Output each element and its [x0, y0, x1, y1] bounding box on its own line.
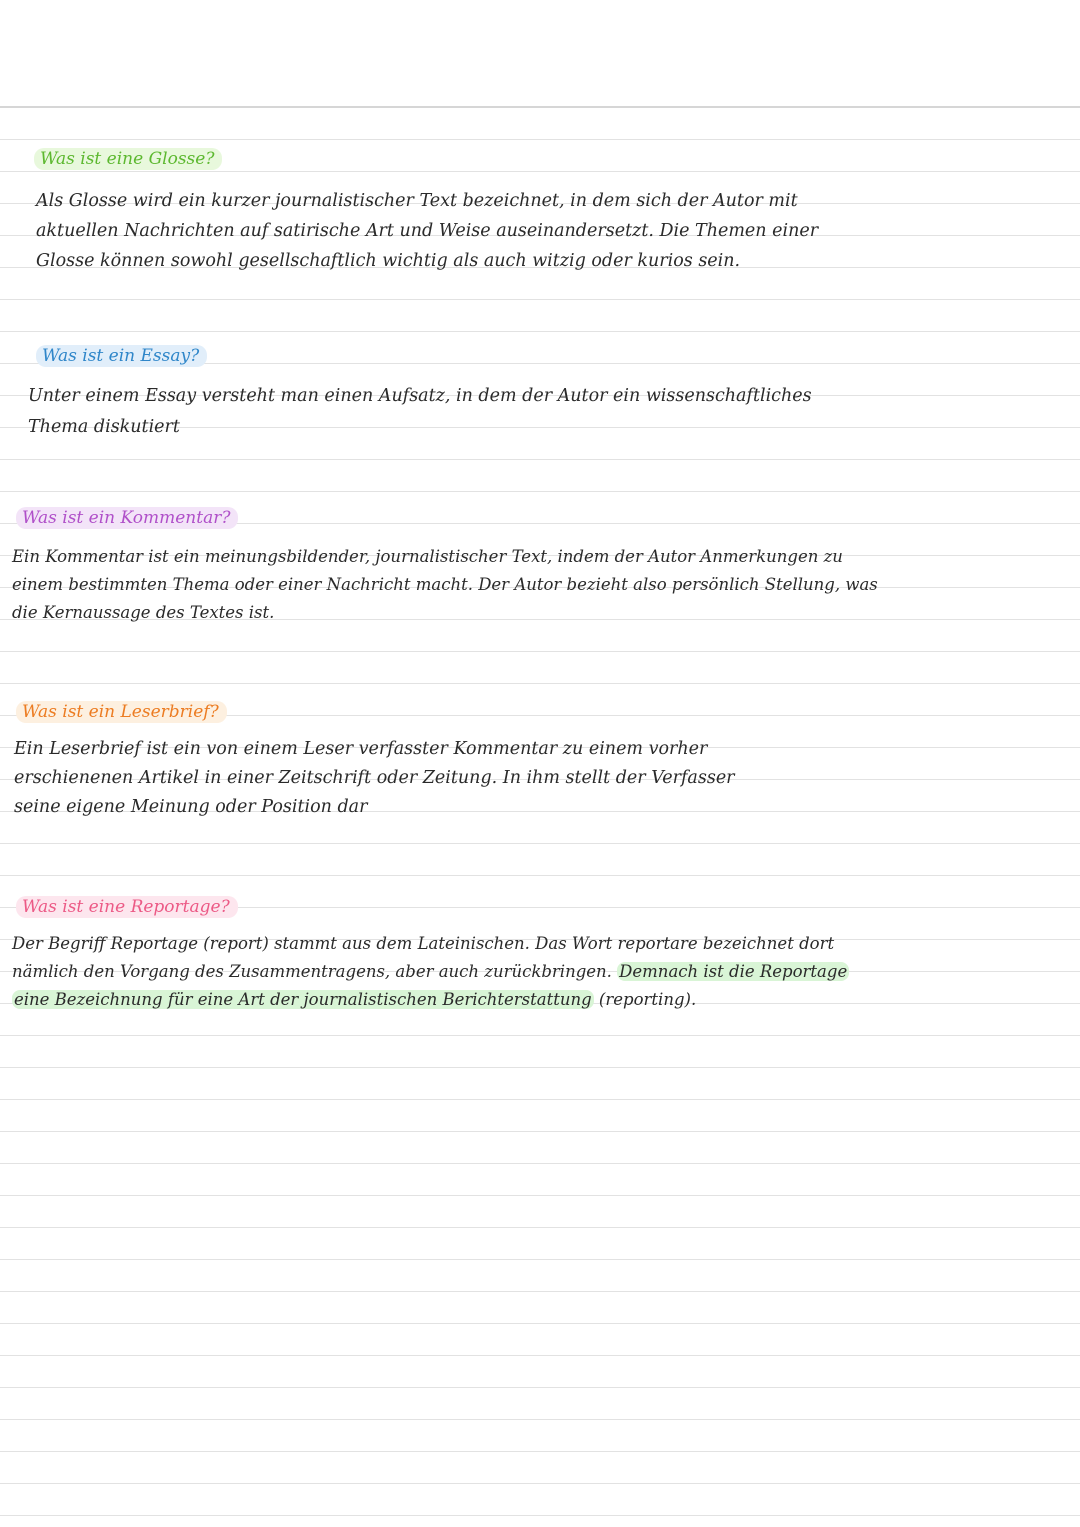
paragraph-glosse [36, 186, 1080, 276]
heading-glosse: Was ist eine Glosse? [34, 148, 222, 170]
heading-kommentar: Was ist ein Kommentar? [16, 507, 238, 529]
text-segment: (reporting). [593, 990, 697, 1009]
paragraph-line: erschienenen Artikel in einer Zeitschrift oder Zeitung. In ihm stellt der Verfasser [14, 768, 735, 788]
paragraph-line: Unter einem Essay versteht man einen Aufsatz, in dem der Autor ein wissenschaftliches [28, 386, 812, 406]
paragraph-line: Ein Kommentar ist ein meinungsbildender, journalistischer Text, indem der Autor Anmerkungen zu [12, 547, 843, 566]
text-segment: nämlich den Vorgang des Zusammentragens, aber auch zurückbringen. [12, 962, 618, 981]
section-kommentar [0, 507, 1080, 627]
paragraph-leserbrief [14, 735, 1080, 822]
paragraph-line [12, 986, 1080, 1014]
paragraph-line [12, 958, 1080, 986]
paragraph-line: Der Begriff Reportage (report) stammt aus dem Lateinischen. Das Wort reportare bezeichnet dort [12, 934, 835, 953]
paragraph-line: Thema diskutiert [28, 417, 180, 437]
section-leserbrief [0, 701, 1080, 822]
highlighted-text: eine Bezeichnung für eine Art der journalistischen Berichterstattung [14, 990, 592, 1009]
paragraph-line: Als Glosse wird ein kurzer journalistischer Text bezeichnet, in dem sich der Autor mit [36, 191, 798, 211]
paragraph-essay [28, 381, 1080, 443]
paragraph-line: Ein Leserbrief ist ein von einem Leser verfasster Kommentar zu einem vorher [14, 739, 708, 759]
section-glosse [0, 148, 1080, 276]
heading-leserbrief: Was ist ein Leserbrief? [16, 701, 227, 723]
heading-essay: Was ist ein Essay? [36, 345, 207, 367]
section-essay [0, 345, 1080, 443]
paragraph-line: die Kernaussage des Textes ist. [12, 603, 275, 622]
paragraph-reportage [12, 930, 1080, 1014]
paragraph-line: einem bestimmten Thema oder einer Nachricht macht. Der Autor bezieht also persönlich Stellung, was [12, 575, 878, 594]
paragraph-kommentar [12, 543, 1080, 627]
paragraph-line: aktuellen Nachrichten auf satirische Art und Weise auseinandersetzt. Die Themen einer [36, 221, 819, 241]
paragraph-line: Glosse können sowohl gesellschaftlich wichtig als auch witzig oder kurios sein. [36, 251, 741, 271]
paragraph-line: seine eigene Meinung oder Position dar [14, 797, 368, 817]
page-top-margin [0, 0, 1080, 106]
heading-reportage: Was ist eine Reportage? [16, 896, 238, 918]
highlighted-text: Demnach ist die Reportage [619, 962, 848, 981]
section-reportage [0, 896, 1080, 1014]
top-rule [0, 106, 1080, 108]
